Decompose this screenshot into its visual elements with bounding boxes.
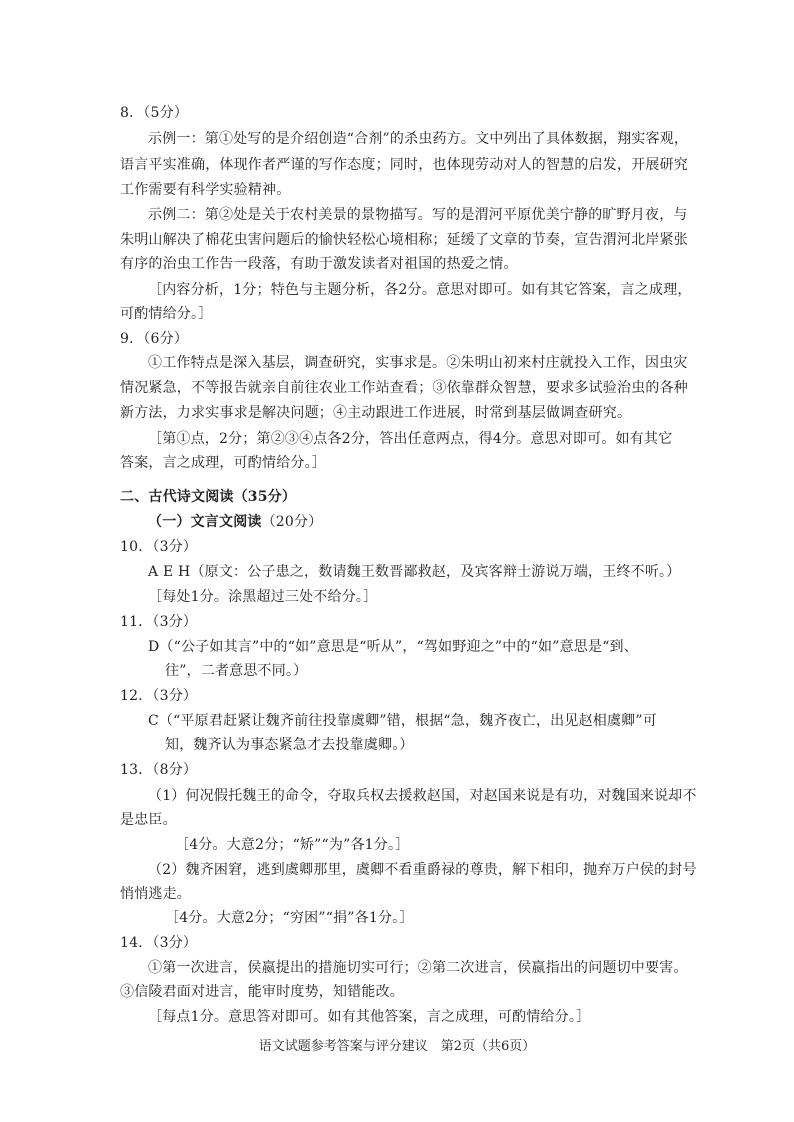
- q14-answer-line1: ①第一次进言，侯嬴提出的措施切实可行；②第二次进言，侯嬴指出的问题切中要害。: [148, 960, 688, 976]
- q8-example2-line2: 朱明山解决了棉花虫害问题后的愉快轻松心境相称；延缓了文章的节奏，宣告渭河北岸紧张: [120, 232, 688, 248]
- q14-answer-line2: ③信陵君面对进言，能审时度势，知错能改。: [120, 984, 404, 1000]
- q9-header: 9．（6分）: [120, 331, 189, 347]
- q10-header: 10．（3分）: [120, 539, 198, 555]
- q9-answer-line3: 新方法，力求实事求是解决问题；④主动跟进工作进展，时常到基层做调查研究。: [120, 405, 632, 421]
- q8-example1-line2: 语言平实准确，体现作者严谨的写作态度；同时，也体现劳动对人的智慧的启发，开展研究: [120, 157, 688, 173]
- q13-rubric1: ［4分。大意2分；“矫”“为”各1分。］: [175, 837, 410, 853]
- q8-rubric-line1: ［内容分析，1分；特色与主题分析，各2分。意思对即可。如有其它答案，言之成理，: [148, 282, 692, 298]
- q13-header: 13．（8分）: [120, 762, 198, 778]
- q12-answer-line2: 知，魏齐认为事态紧急才去投靠虞卿。）: [165, 737, 414, 753]
- q14-header: 14．（3分）: [120, 935, 198, 951]
- q11-header: 11．（3分）: [120, 614, 198, 630]
- q8-example2-line1: 示例二：第②处是关于农村美景的景物描写。写的是渭河平原优美宁静的旷野月夜，与: [148, 207, 688, 223]
- q9-rubric-line1: ［第①点，2分；第②③④点各2分，答出任意两点，得4分。意思对即可。如有其它: [148, 431, 673, 447]
- q13-rubric2: ［4分。大意2分；“穷困”“捐”各1分。］: [165, 910, 414, 926]
- q12-header: 12．（3分）: [120, 688, 198, 704]
- q11-answer-line1: D（“公子如其言”中的“如”意思是“听从”，“驾如野迎之”中的“如”意思是“到、: [148, 639, 638, 655]
- q9-answer-line2: 情况紧急，不等报告就亲自前往农业工作站查看；③依靠群众智慧，要求多试验治虫的各种: [120, 380, 688, 396]
- section2-subtitle: [148, 512, 322, 532]
- q10-rubric: ［每处1分。涂黑超过三处不给分。］: [148, 589, 378, 605]
- section2-title: 二、古代诗文阅读（35分）: [120, 489, 297, 505]
- q8-example1-line3: 工作需要有科学实验精神。: [120, 182, 291, 198]
- q13-p1-line1: （1）何况假托魏王的命令，夺取兵权去援救赵国，对赵国来说是有功，对魏国来说却不: [148, 788, 697, 804]
- q8-header: 8．（5分）: [120, 105, 189, 121]
- q13-p2-line1: （2）魏齐困窘，逃到虞卿那里，虞卿不看重爵禄的尊贵，解下相印，抛弃万户侯的封号: [148, 862, 697, 878]
- q9-answer-line1: ①工作特点是深入基层，调查研究，实事求是。②朱明山初来村庄就投入工作，因虫灾: [148, 355, 688, 371]
- q13-p2-line2: 悄悄逃走。: [120, 886, 191, 902]
- q13-p1-line2: 是忠臣。: [120, 812, 177, 828]
- q8-example1-line1: 示例一：第①处写的是介绍创造“合剂”的杀虫药方。文中列出了具体数据，翔实客观，: [148, 131, 689, 147]
- q9-rubric-line2: 答案，言之成理，可酌情给分。］: [120, 455, 326, 471]
- q11-answer-line2: 往”，二者意思不同。）: [165, 663, 308, 679]
- subtitle-bold: （一）文言文阅读: [148, 514, 262, 530]
- q12-answer-line1: C（“平原君赶紧让魏齐前往投靠虞卿”错，根据“急，魏齐夜亡，出见赵相虞卿”可: [148, 713, 657, 729]
- subtitle-score: （20分）: [261, 514, 323, 530]
- q8-rubric-line2: 可酌情给分。］: [120, 306, 213, 322]
- q14-rubric: ［每点1分。意思答对即可。如有其他答案，言之成理，可酌情给分。］: [148, 1009, 591, 1025]
- page-footer: 语文试题参考答案与评分建议 第2页（共6页）: [258, 1039, 536, 1054]
- q10-answer: A E H（原文：公子患之，数请魏王数晋鄙救赵，及宾客辩士游说万端，王终不听。）: [148, 564, 681, 580]
- q8-example2-line3: 有序的治虫工作告一段落，有助于激发读者对祖国的热爱之情。: [120, 256, 518, 272]
